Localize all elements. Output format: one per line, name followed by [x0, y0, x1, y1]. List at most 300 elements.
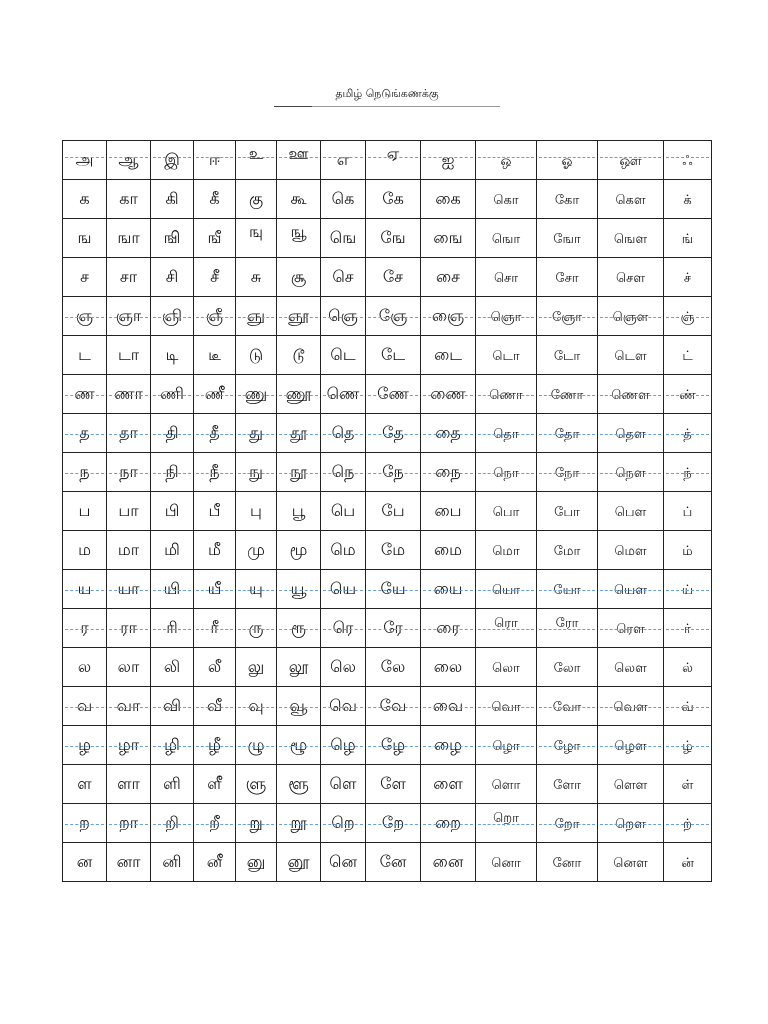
letter-glyph: னெ [329, 851, 357, 871]
letter-cell [194, 648, 236, 687]
letter-cell [664, 141, 712, 180]
letter-glyph: மு [247, 539, 265, 559]
letter-cell [107, 258, 151, 297]
letter-glyph: பூ [291, 500, 306, 520]
letter-glyph: ரே [383, 617, 403, 637]
letter-cell [151, 492, 194, 531]
letter-cell [537, 375, 598, 414]
letters-table [62, 140, 712, 882]
letter-cell [236, 726, 277, 765]
letter-cell [664, 804, 712, 843]
letter-cell [421, 570, 476, 609]
letter-glyph: ர் [684, 621, 691, 637]
letter-glyph: சே [382, 266, 404, 286]
letter-glyph: சீ [210, 266, 219, 286]
letter-cell [664, 726, 712, 765]
letter-glyph: வி [162, 695, 182, 715]
letter-glyph: ஞ் [680, 309, 695, 325]
letter-glyph: ஙீ [207, 227, 222, 247]
letter-glyph: ரி [166, 617, 178, 637]
letter-cell [107, 219, 151, 258]
letter-glyph: ள் [681, 777, 694, 793]
letter-glyph: பீ [208, 500, 221, 520]
letter-cell [537, 141, 598, 180]
letter-glyph: ஙி [163, 227, 181, 247]
letter-glyph: நோ [554, 465, 580, 481]
letter-cell [277, 492, 321, 531]
letter-cell [598, 726, 664, 765]
letter-cell [366, 453, 421, 492]
letter-cell [366, 531, 421, 570]
letter-glyph: லு [247, 656, 265, 676]
title-underline [274, 106, 500, 107]
letter-cell [63, 648, 107, 687]
letter-cell [421, 336, 476, 375]
letter-glyph: தே [382, 422, 404, 442]
letter-glyph: ச் [683, 270, 692, 286]
letter-cell [63, 726, 107, 765]
letter-cell [151, 297, 194, 336]
letter-cell [476, 297, 537, 336]
letter-cell [277, 843, 321, 882]
letter-cell [366, 141, 421, 180]
letter-glyph: ந [79, 461, 90, 481]
table-row [63, 648, 712, 687]
letter-glyph: வு [248, 695, 264, 715]
letter-cell [366, 219, 421, 258]
letter-glyph: ஞ [75, 305, 94, 325]
letter-cell [476, 336, 537, 375]
letter-cell [63, 570, 107, 609]
letter-glyph: ட [78, 344, 91, 364]
letter-cell [366, 726, 421, 765]
letter-cell [321, 336, 366, 375]
letter-glyph: ணே [377, 383, 409, 403]
letter-cell [421, 453, 476, 492]
letter-glyph: டி [165, 344, 179, 364]
letter-cell [664, 180, 712, 219]
letter-glyph: பு [250, 500, 262, 520]
letter-cell [476, 609, 537, 648]
letter-cell [537, 726, 598, 765]
letter-glyph: தா [119, 422, 138, 442]
letter-cell [366, 336, 421, 375]
letter-cell [476, 492, 537, 531]
letter-cell [321, 219, 366, 258]
letter-glyph: று [249, 812, 263, 832]
letter-cell [151, 336, 194, 375]
letter-glyph: சொ [493, 270, 519, 286]
table-row [63, 804, 712, 843]
letter-glyph: மா [117, 539, 140, 559]
letter-cell [236, 765, 277, 804]
letter-glyph: தீ [209, 422, 220, 442]
letter-glyph: ஞு [246, 305, 266, 325]
letter-cell [537, 414, 598, 453]
letter-cell [277, 375, 321, 414]
letter-cell [598, 375, 664, 414]
letter-glyph: லா [117, 656, 140, 676]
letter-glyph: ஞை [431, 305, 465, 325]
letter-cell [277, 219, 321, 258]
letter-glyph: கெ [331, 188, 355, 208]
letter-glyph: ஞூ [287, 305, 310, 325]
letter-glyph: நா [119, 461, 138, 481]
letter-cell [151, 219, 194, 258]
table-row [63, 336, 712, 375]
letter-cell [194, 726, 236, 765]
letter-cell [664, 492, 712, 531]
letter-cell [63, 258, 107, 297]
letter-cell [366, 414, 421, 453]
letter-glyph: து [249, 422, 263, 442]
letter-glyph: ளெ [329, 773, 357, 793]
letter-cell [194, 570, 236, 609]
letter-glyph: லி [163, 656, 181, 676]
letter-glyph: னை [432, 851, 464, 871]
letter-glyph: ழீ [208, 734, 221, 754]
letter-cell [421, 609, 476, 648]
letter-cell [277, 531, 321, 570]
letter-glyph: ர [80, 617, 89, 637]
table-row [63, 141, 712, 180]
letter-cell [476, 258, 537, 297]
letter-cell [321, 141, 366, 180]
letter-glyph: ழ [78, 734, 91, 754]
letter-cell [63, 453, 107, 492]
letter-cell [476, 141, 537, 180]
letter-glyph: கே [382, 188, 404, 208]
table-row [63, 180, 712, 219]
letter-cell [537, 531, 598, 570]
letter-glyph: ஞி [161, 305, 183, 325]
letter-glyph: சை [436, 266, 460, 286]
letter-cell [366, 180, 421, 219]
letter-cell [664, 570, 712, 609]
letter-cell [664, 414, 712, 453]
table-row [63, 414, 712, 453]
letter-glyph: கோ [554, 192, 580, 208]
letter-glyph: இ [164, 149, 180, 169]
letter-glyph: ழை [433, 734, 462, 754]
letter-glyph: தெ [331, 422, 355, 442]
letter-cell [598, 414, 664, 453]
letter-cell [63, 180, 107, 219]
letter-cell [421, 492, 476, 531]
letter-cell [421, 180, 476, 219]
letter-cell [277, 453, 321, 492]
letter-glyph: ஏ [386, 143, 400, 163]
letter-glyph: ஙூ [290, 221, 307, 241]
letter-glyph: ழா [117, 734, 140, 754]
letter-cell [151, 609, 194, 648]
letter-cell [664, 609, 712, 648]
letter-glyph: ன் [681, 855, 694, 871]
letter-glyph: ளௌ [613, 777, 648, 793]
letter-glyph: பெ [330, 500, 356, 520]
letter-cell [151, 843, 194, 882]
letter-glyph: ஊ [288, 143, 309, 163]
letter-glyph: லை [433, 656, 463, 676]
letter-glyph: ல் [682, 660, 693, 676]
table-row [63, 765, 712, 804]
letter-glyph: ளீ [207, 773, 222, 793]
letter-glyph: ரோ [555, 615, 579, 631]
letter-cell [194, 531, 236, 570]
letter-cell [321, 375, 366, 414]
letter-cell [151, 726, 194, 765]
letter-glyph: ஒ [500, 153, 512, 169]
letter-glyph: டா [117, 344, 140, 364]
letter-glyph: லௌ [614, 660, 647, 676]
letter-glyph: பே [381, 500, 405, 520]
letter-glyph: கொ [493, 192, 519, 208]
letter-glyph: ஙு [248, 221, 263, 241]
letter-cell [63, 297, 107, 336]
letter-cell [598, 141, 664, 180]
letter-glyph: றோ [554, 816, 580, 832]
letter-glyph: ளூ [288, 773, 309, 793]
letter-glyph: ழொ [492, 738, 520, 754]
letter-glyph: சோ [555, 270, 579, 286]
letter-cell [366, 609, 421, 648]
letter-glyph: ள [77, 773, 92, 793]
table-row [63, 687, 712, 726]
letter-glyph: யீ [207, 578, 222, 598]
letter-cell [107, 531, 151, 570]
letter-cell [366, 258, 421, 297]
letter-cell [664, 648, 712, 687]
letter-cell [63, 531, 107, 570]
letter-cell [107, 570, 151, 609]
letter-glyph: லீ [207, 656, 222, 676]
letter-glyph: யொ [491, 582, 521, 598]
letter-cell [598, 843, 664, 882]
letter-cell [537, 765, 598, 804]
letter-cell [321, 258, 366, 297]
letter-cell [236, 531, 277, 570]
letter-cell [194, 414, 236, 453]
letter-glyph: றெ [331, 812, 355, 832]
letter-cell [107, 765, 151, 804]
table-row [63, 492, 712, 531]
letter-glyph: றொ [493, 810, 519, 826]
letter-cell [107, 648, 151, 687]
letter-glyph: வூ [289, 695, 308, 715]
letter-cell [63, 375, 107, 414]
letter-glyph: ளு [245, 773, 267, 793]
letter-glyph: ற [79, 812, 90, 832]
letter-glyph: ஐ [441, 149, 455, 169]
letter-cell [277, 297, 321, 336]
letter-cell [321, 726, 366, 765]
letter-glyph: கூ [290, 188, 307, 208]
table-row [63, 843, 712, 882]
letter-cell [421, 843, 476, 882]
letter-glyph: மி [164, 539, 180, 559]
letter-cell [107, 453, 151, 492]
letter-glyph: ரௌ [616, 621, 645, 637]
letter-cell [194, 219, 236, 258]
letter-glyph: வ [76, 695, 93, 715]
letter-cell [476, 180, 537, 219]
letter-glyph: ஙௌ [613, 231, 648, 247]
letter-cell [366, 297, 421, 336]
letter-glyph: ய் [681, 582, 694, 598]
letter-cell [476, 375, 537, 414]
letter-cell [236, 180, 277, 219]
letter-cell [151, 765, 194, 804]
letter-glyph: ணூ [285, 383, 312, 403]
letter-glyph: ஙா [117, 227, 140, 247]
letter-glyph: ண [74, 383, 95, 403]
letter-cell [194, 687, 236, 726]
letter-cell [151, 141, 194, 180]
letter-cell [321, 648, 366, 687]
letter-cell [421, 375, 476, 414]
letter-cell [236, 141, 277, 180]
letter-cell [151, 453, 194, 492]
letter-cell [476, 219, 537, 258]
letter-cell [63, 843, 107, 882]
letter-glyph: சி [165, 266, 179, 286]
letter-cell [598, 180, 664, 219]
letter-cell [107, 180, 151, 219]
letter-glyph: யௌ [614, 582, 647, 598]
letter-glyph: எ [336, 149, 350, 169]
letter-cell [598, 336, 664, 375]
letter-glyph: சூ [290, 266, 307, 286]
letter-cell [537, 258, 598, 297]
letter-glyph: பொ [492, 504, 520, 520]
letter-cell [277, 648, 321, 687]
letter-cell [194, 609, 236, 648]
table-row [63, 297, 712, 336]
letter-cell [598, 531, 664, 570]
letter-cell [664, 531, 712, 570]
table-row [63, 219, 712, 258]
letter-glyph: வ் [681, 699, 694, 715]
letter-cell [107, 297, 151, 336]
letter-cell [476, 765, 537, 804]
letter-glyph: றை [434, 812, 462, 832]
letter-glyph: ற் [683, 816, 692, 832]
letter-glyph: அ [75, 149, 94, 169]
letter-cell [366, 492, 421, 531]
letter-glyph: ந் [683, 465, 692, 481]
letter-cell [537, 804, 598, 843]
letter-glyph: தொ [493, 426, 519, 442]
letter-cell [321, 765, 366, 804]
letter-cell [421, 414, 476, 453]
letter-glyph: ஞோ [552, 309, 582, 325]
letter-glyph: றே [381, 812, 405, 832]
letter-glyph: தௌ [615, 426, 646, 442]
letter-glyph: வா [116, 695, 141, 715]
letter-glyph: பௌ [614, 504, 647, 520]
letter-cell [277, 141, 321, 180]
letter-glyph: லொ [492, 660, 520, 676]
letter-glyph: ழௌ [614, 738, 647, 754]
letter-cell [236, 414, 277, 453]
letter-glyph: செ [332, 266, 354, 286]
letter-cell [107, 336, 151, 375]
letter-glyph: நொ [493, 465, 519, 481]
letter-cell [598, 297, 664, 336]
letter-glyph: ழெ [330, 734, 356, 754]
letter-cell [236, 804, 277, 843]
letter-cell [151, 804, 194, 843]
table-row [63, 258, 712, 297]
letter-glyph: வீ [206, 695, 223, 715]
letter-cell [664, 843, 712, 882]
letter-glyph: ணௌ [611, 387, 650, 403]
letter-glyph: ளா [117, 773, 140, 793]
letter-glyph: வௌ [613, 699, 648, 715]
table-row [63, 726, 712, 765]
letter-glyph: ழி [164, 734, 180, 754]
letter-cell [366, 570, 421, 609]
letter-glyph: ழ் [682, 738, 693, 754]
letter-glyph: ஓ [561, 153, 573, 169]
letter-cell [277, 414, 321, 453]
letter-cell [236, 687, 277, 726]
letter-glyph: சௌ [615, 270, 646, 286]
letter-glyph: ணோ [550, 387, 584, 403]
letter-glyph: மோ [553, 543, 581, 559]
letter-glyph: யே [380, 578, 406, 598]
letter-glyph: றூ [290, 812, 307, 832]
letter-cell [537, 570, 598, 609]
letter-cell [664, 258, 712, 297]
letter-glyph: பி [164, 500, 180, 520]
letter-cell [63, 141, 107, 180]
letter-glyph: ரூ [291, 617, 306, 637]
letter-glyph: னி [162, 851, 182, 871]
letter-cell [194, 453, 236, 492]
letter-cell [151, 258, 194, 297]
letter-glyph: ஙொ [491, 231, 521, 247]
letter-glyph: பை [434, 500, 462, 520]
letter-glyph: ணீ [204, 383, 225, 403]
table-row [63, 570, 712, 609]
letter-glyph: ஈ [208, 149, 221, 169]
letter-cell [194, 804, 236, 843]
letter-cell [598, 258, 664, 297]
letter-glyph: டு [248, 344, 264, 364]
letter-glyph: யெ [329, 578, 357, 598]
letter-cell [598, 765, 664, 804]
letter-cell [151, 570, 194, 609]
letter-cell [236, 570, 277, 609]
letter-cell [277, 180, 321, 219]
letter-glyph: ன [76, 851, 93, 871]
table-row [63, 453, 712, 492]
letter-glyph: யை [433, 578, 463, 598]
letter-glyph: தை [435, 422, 461, 442]
letter-glyph: ஞா [115, 305, 142, 325]
letter-glyph: கா [119, 188, 138, 208]
letter-cell [664, 336, 712, 375]
letter-cell [236, 609, 277, 648]
letter-glyph: ண் [679, 387, 696, 403]
letter-glyph: னே [379, 851, 407, 871]
letter-glyph: டௌ [614, 348, 647, 364]
letter-cell [277, 336, 321, 375]
letter-glyph: நி [165, 461, 179, 481]
letter-cell [537, 843, 598, 882]
letter-cell [151, 648, 194, 687]
